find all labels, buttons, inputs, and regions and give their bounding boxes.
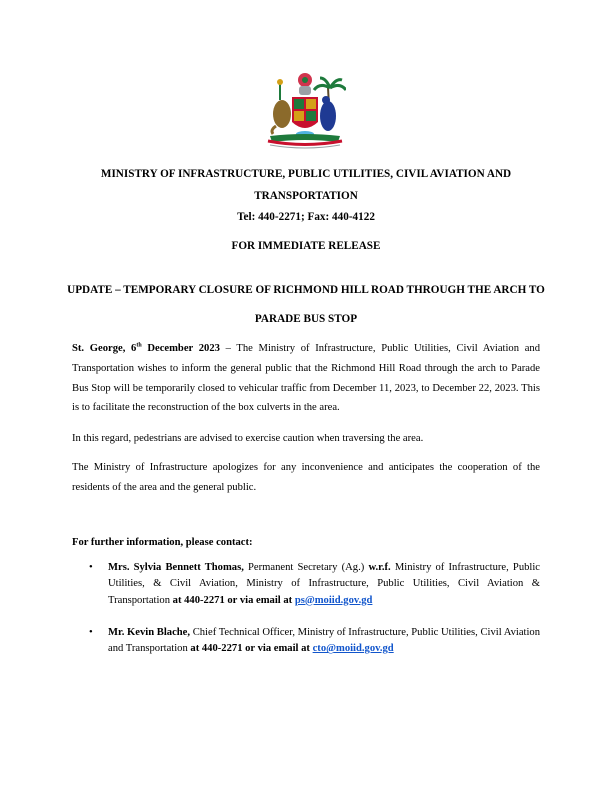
dateline: St. George, 6th December 2023 xyxy=(72,342,220,354)
ministry-name: MINISTRY OF INFRASTRUCTURE, PUBLIC UTILITIES, CIVIL AVIATION AND TRANSPORTATION xyxy=(100,168,512,202)
bullet-icon: • xyxy=(89,562,93,573)
coat-of-arms-icon xyxy=(264,70,346,150)
paragraph-1-text: – The Ministry of Infrastructure, Public Utilities, Civil Aviation and Transportation wishes to inform the general public that the Richmond Hill Road through the arch to Parade Bus Stop will be temporarily closed to vehicular traffic from December 11, 2023, to December 22, 2023. This is to facilitate the reconstruction of the box culverts in the area. xyxy=(72,343,540,414)
contact-item: • Mr. Kevin Blache, Chief Technical Officer, Ministry of Infrastructure, Public Utilities, Civil Aviation and Transportation at 440-2271 or via email at cto@moiid.gov.gd xyxy=(89,626,540,655)
paragraph-apology: The Ministry of Infrastructure apologizes for any inconvenience and anticipates the cooperation of the residents of the area and the general public. xyxy=(72,462,540,493)
contact-name: Mr. Kevin Blache, xyxy=(108,626,191,638)
paragraph-caution: In this regard, pedestrians are advised to exercise caution when traversing the area. xyxy=(72,433,424,444)
release-label: FOR IMMEDIATE RELEASE xyxy=(231,240,381,252)
contact-line: Tel: 440-2271; Fax: 440-4122 xyxy=(237,211,375,223)
contact-list xyxy=(72,560,540,673)
paragraph-announcement xyxy=(72,339,540,418)
contact-item: • Mrs. Sylvia Bennett Thomas, Permanent Secretary (Ag.) w.r.f. Ministry of Infrastructure, Public Utilities, & Civil Aviation, Ministry of Infrastructure, Public Utilities, Civil Aviation & Transportation at 440-2271 or via email at ps@moiid.gov.gd xyxy=(89,562,541,606)
contact-name: Mrs. Sylvia Bennett Thomas, xyxy=(108,562,244,573)
bullet-icon: • xyxy=(89,626,93,638)
release-title: UPDATE – TEMPORARY CLOSURE OF RICHMOND HILL ROAD THROUGH THE ARCH TO PARADE BUS STOP xyxy=(67,284,545,325)
contact-heading: For further information, please contact: xyxy=(72,537,253,548)
email-link[interactable]: cto@moiid.gov.gd xyxy=(312,643,394,655)
email-link[interactable]: ps@moiid.gov.gd xyxy=(294,594,373,606)
